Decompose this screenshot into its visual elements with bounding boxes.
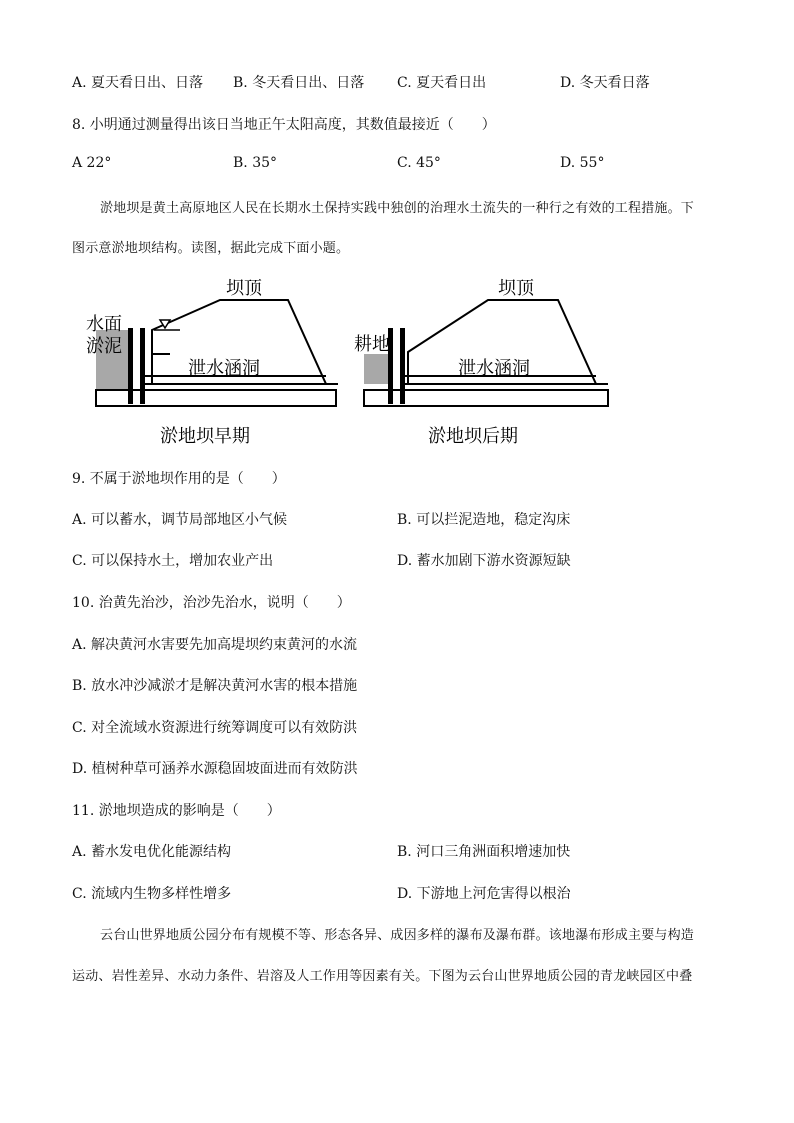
q8-option-a: A 22° [72, 155, 112, 171]
dam-figure [80, 272, 620, 452]
silt-label: 淤泥 [86, 336, 122, 357]
q11-stem: 11. 淤地坝造成的影响是（ ） [72, 803, 281, 819]
q11-option-a: A. 蓄水发电优化能源结构 [72, 844, 232, 860]
figure-right-caption: 淤地坝后期 [428, 426, 518, 447]
q10-option-a: A. 解决黄河水害要先加高堤坝约束黄河的水流 [72, 637, 358, 653]
q9-option-b: B. 可以拦泥造地，稳定沟床 [397, 512, 571, 528]
intro1-line1: 淤地坝是黄土高原地区人民在长期水土保持实践中独创的治理水土流失的一种行之有效的工程措施。下 [100, 201, 695, 216]
q10-option-c: C. 对全流域水资源进行统筹调度可以有效防洪 [72, 720, 358, 736]
q8-option-d: D. 55° [560, 155, 605, 171]
intro1-line2: 图示意淤地坝结构。读图，据此完成下面小题。 [72, 241, 350, 256]
dam-top-label: 坝顶 [226, 278, 262, 299]
q8-option-c: C. 45° [397, 155, 441, 171]
q8-stem: 8. 小明通过测量得出该日当地正午太阳高度，其数值最接近（ ） [72, 117, 496, 133]
q7-option-a: A. 夏天看日出、日落 [72, 75, 204, 91]
q10-stem: 10. 治黄先治沙，治沙先治水，说明（ ） [72, 595, 351, 611]
dam-late-diagram [354, 278, 608, 447]
culvert-label: 泄水涵洞 [458, 358, 530, 379]
q9-option-d: D. 蓄水加剧下游水资源短缺 [397, 553, 571, 569]
farmland-label: 耕地 [354, 334, 390, 355]
q11-option-b: B. 河口三角洲面积增速加快 [397, 844, 571, 860]
dam-top-label: 坝顶 [498, 278, 534, 299]
q10-option-b: B. 放水冲沙减淤才是解决黄河水害的根本措施 [72, 678, 358, 694]
q9-option-c: C. 可以保持水土，增加农业产出 [72, 553, 274, 569]
q7-option-b: B. 冬天看日出、日落 [233, 75, 365, 91]
q7-option-d: D. 冬天看日落 [560, 75, 650, 91]
q9-stem: 9. 不属于淤地坝作用的是（ ） [72, 471, 286, 487]
farmland-area [364, 354, 388, 384]
q10-option-d: D. 植树种草可涵养水源稳固坡面进而有效防洪 [72, 761, 358, 777]
q9-option-a: A. 可以蓄水，调节局部地区小气候 [72, 512, 288, 528]
q7-option-c: C. 夏天看日出 [397, 75, 487, 91]
figure-left-caption: 淤地坝早期 [160, 426, 250, 447]
q8-option-b: B. 35° [233, 155, 278, 171]
intro2-line1: 云台山世界地质公园分布有规模不等、形态各异、成因多样的瀑布及瀑布群。该地瀑布形成主要与构造 [100, 928, 695, 943]
culvert-label: 泄水涵洞 [188, 358, 260, 379]
q11-option-c: C. 流域内生物多样性增多 [72, 886, 232, 902]
intro2-line2: 运动、岩性差异、水动力条件、岩溶及人工作用等因素有关。下图为云台山世界地质公园的青龙峡园区中叠 [72, 969, 693, 984]
dam-early-diagram [86, 278, 338, 447]
q11-option-d: D. 下游地上河危害得以根治 [397, 886, 571, 902]
water-label: 水面 [86, 314, 122, 335]
